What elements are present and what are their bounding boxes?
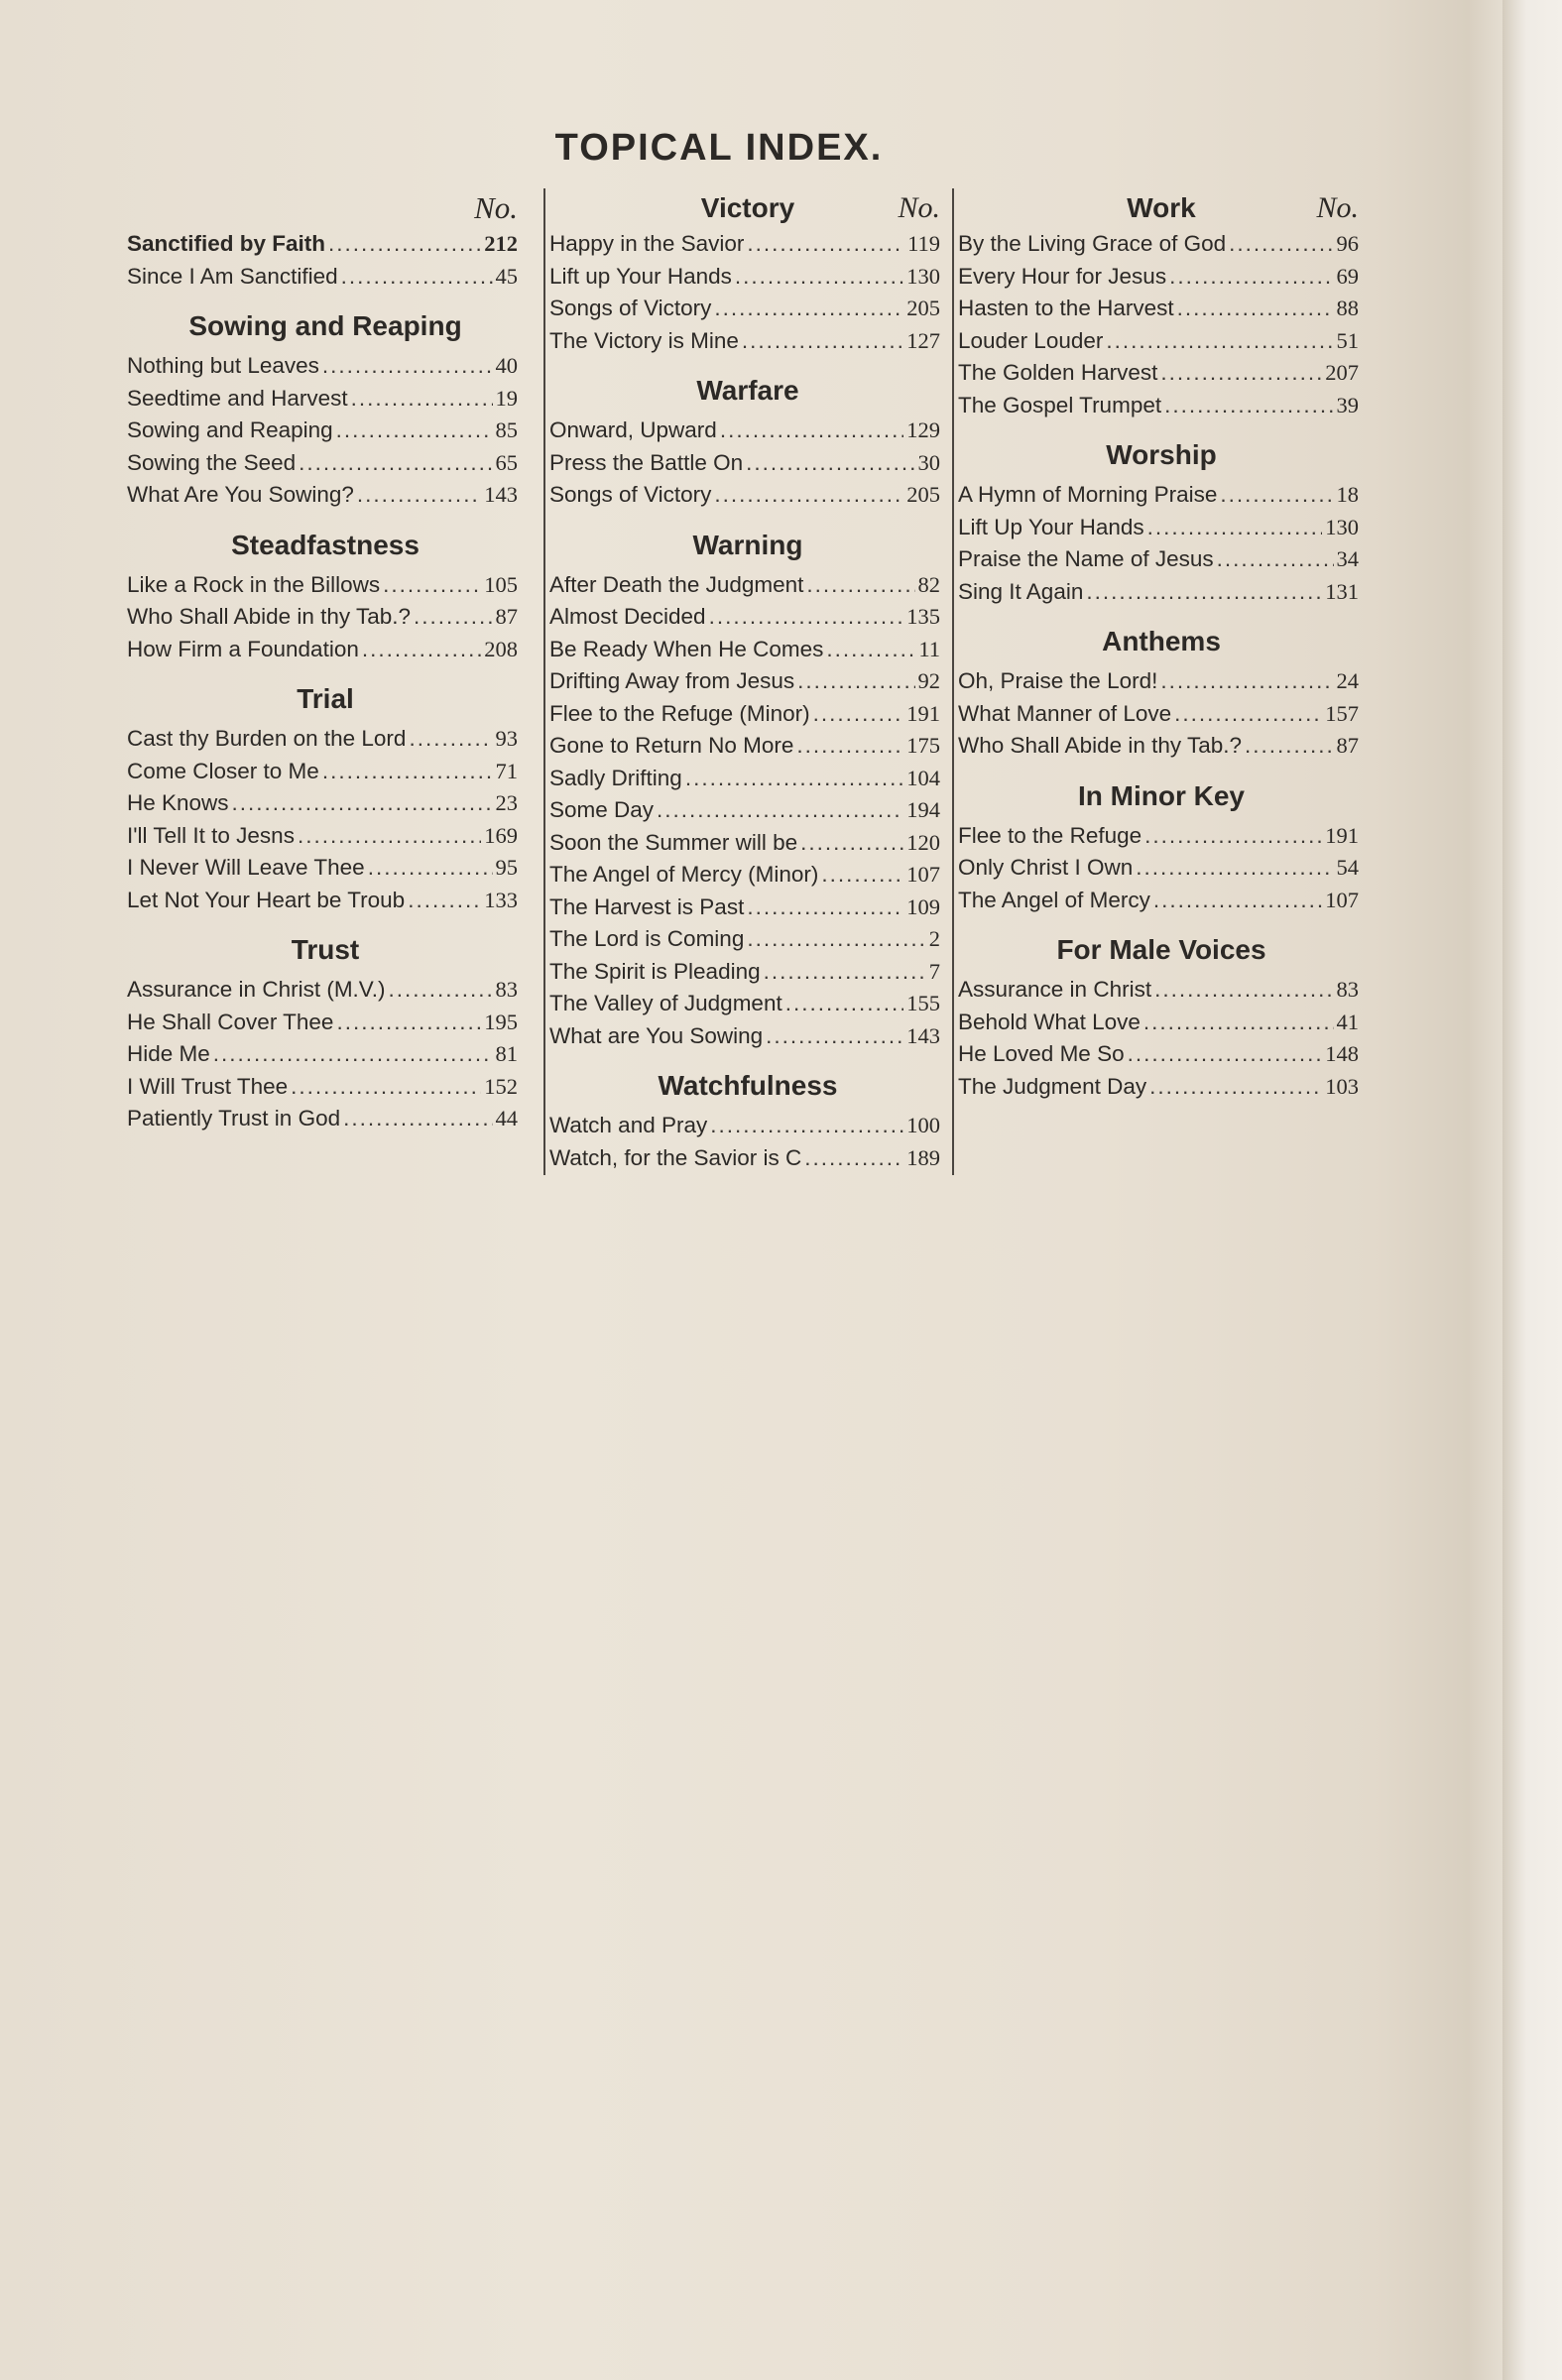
number-column-label: No. xyxy=(1316,191,1359,224)
hymn-number: 81 xyxy=(495,1041,518,1066)
index-entry xyxy=(958,665,1365,698)
hymn-number: 103 xyxy=(1325,1073,1359,1099)
dot-leader xyxy=(341,261,493,294)
index-entry xyxy=(958,228,1365,261)
hymn-number: 131 xyxy=(1325,578,1359,604)
dot-leader xyxy=(409,723,492,756)
dot-leader xyxy=(804,1142,903,1175)
hymn-number: 83 xyxy=(495,977,518,1002)
hymn-number: 191 xyxy=(906,700,940,726)
dot-leader xyxy=(797,665,914,698)
hymn-number: 92 xyxy=(917,668,940,693)
hymn-title: Patiently Trust in God xyxy=(127,1106,341,1130)
index-entry xyxy=(549,665,946,698)
index-entry xyxy=(549,988,946,1020)
index-entry xyxy=(958,1071,1365,1104)
hymn-number: 208 xyxy=(484,636,518,661)
hymn-number: 85 xyxy=(495,417,518,442)
hymn-number: 105 xyxy=(484,571,518,597)
hymn-number: 104 xyxy=(906,765,940,790)
dot-leader xyxy=(1136,852,1333,885)
index-entry xyxy=(549,827,946,860)
hymn-number: 119 xyxy=(907,231,940,256)
index-entry xyxy=(958,820,1365,853)
index-entry xyxy=(958,390,1365,422)
index-entry xyxy=(127,1071,524,1104)
dot-leader xyxy=(328,228,481,261)
hymn-number: 129 xyxy=(906,417,940,442)
hymn-title: Nothing but Leaves xyxy=(127,353,319,378)
index-entry xyxy=(549,1020,946,1053)
dot-leader xyxy=(735,261,903,294)
dot-leader xyxy=(826,634,915,666)
index-entry xyxy=(549,325,946,358)
hymn-title: How Firm a Foundation xyxy=(127,636,359,661)
dot-leader xyxy=(362,634,481,666)
index-entry xyxy=(958,261,1365,294)
hymn-number: 65 xyxy=(495,449,518,475)
index-entry xyxy=(127,569,524,602)
hymn-number: 109 xyxy=(906,893,940,919)
dot-leader xyxy=(657,794,903,827)
dot-leader xyxy=(747,228,904,261)
hymn-title: Praise the Name of Jesus xyxy=(958,546,1214,571)
hymn-title: Behold What Love xyxy=(958,1009,1141,1034)
index-entry xyxy=(127,974,524,1007)
index-entry xyxy=(958,974,1365,1007)
section-heading: Steadfastness xyxy=(231,529,420,560)
hymn-title: Watch, for the Savior is C xyxy=(549,1144,802,1170)
dot-leader xyxy=(1153,885,1322,917)
hymn-number: 152 xyxy=(484,1073,518,1099)
hymn-title: Who Shall Abide in thy Tab.? xyxy=(958,733,1243,758)
section-heading: Trial xyxy=(297,683,354,714)
dot-leader xyxy=(1169,261,1333,294)
hymn-number: 71 xyxy=(495,758,518,783)
page-edge-shadow xyxy=(1502,0,1562,2380)
hymn-number: 148 xyxy=(1325,1041,1359,1066)
hymn-number: 195 xyxy=(484,1009,518,1034)
hymn-number: 41 xyxy=(1336,1009,1359,1034)
section-heading: Watchfulness xyxy=(658,1070,838,1101)
index-column-2 xyxy=(543,188,946,1175)
section-heading: Victory xyxy=(700,192,795,223)
hymn-number: 39 xyxy=(1336,392,1359,417)
dot-leader xyxy=(291,1071,481,1104)
hymn-number: 7 xyxy=(928,958,940,984)
index-entry xyxy=(958,885,1365,917)
index-entry xyxy=(549,447,946,480)
index-entry xyxy=(549,601,946,634)
hymn-title: Sowing and Reaping xyxy=(127,417,333,442)
index-entry xyxy=(958,698,1365,731)
hymn-title: Come Closer to Me xyxy=(127,758,319,783)
dot-leader xyxy=(336,1007,481,1039)
section-heading: Warfare xyxy=(696,375,799,406)
hymn-number: 69 xyxy=(1336,263,1359,289)
section-heading: In Minor Key xyxy=(1077,779,1245,811)
index-entry xyxy=(549,415,946,447)
hymn-title: The Gospel Trumpet xyxy=(958,392,1162,417)
hymn-title: He Shall Cover Thee xyxy=(127,1009,334,1034)
hymn-number: 23 xyxy=(495,790,518,815)
hymn-title: Lift up Your Hands xyxy=(549,263,732,289)
section-heading: Anthems xyxy=(1102,626,1221,656)
column-header-row xyxy=(549,188,946,228)
index-entry xyxy=(549,634,946,666)
index-entry xyxy=(958,1007,1365,1039)
index-column-3 xyxy=(952,188,1365,1175)
dot-leader xyxy=(709,601,904,634)
index-column-1 xyxy=(127,188,524,1180)
dot-leader xyxy=(343,1103,492,1135)
index-entry xyxy=(127,447,524,480)
hymn-number: 2 xyxy=(928,926,940,951)
index-entry xyxy=(127,415,524,447)
hymn-number: 194 xyxy=(906,797,940,822)
hymn-title: Almost Decided xyxy=(549,604,706,629)
section-heading: For Male Voices xyxy=(1056,934,1266,965)
hymn-title: Cast thy Burden on the Lord xyxy=(127,726,407,751)
index-entry xyxy=(127,228,524,261)
section-heading: Trust xyxy=(291,934,360,965)
hymn-number: 87 xyxy=(1336,733,1359,758)
hymn-title: Hide Me xyxy=(127,1041,210,1066)
index-entry xyxy=(549,698,946,731)
dot-leader xyxy=(1144,820,1322,853)
hymn-number: 205 xyxy=(906,296,940,320)
index-entry xyxy=(549,228,946,261)
hymn-number: 88 xyxy=(1336,296,1359,320)
dot-leader xyxy=(357,479,481,512)
index-entry xyxy=(958,1038,1365,1071)
dot-leader xyxy=(1177,293,1334,325)
hymn-number: 82 xyxy=(917,571,940,597)
index-entry xyxy=(958,357,1365,390)
hymn-number: 189 xyxy=(906,1144,940,1170)
hymn-title: The Judgment Day xyxy=(958,1073,1147,1099)
dot-leader xyxy=(714,479,903,512)
dot-leader xyxy=(685,763,903,795)
section-heading: Work xyxy=(1127,192,1196,223)
hymn-number: 87 xyxy=(495,604,518,629)
hymn-number: 191 xyxy=(1325,822,1359,848)
hymn-number: 157 xyxy=(1325,700,1359,726)
dot-leader xyxy=(322,350,493,383)
hymn-number: 169 xyxy=(484,822,518,848)
hymn-number: 95 xyxy=(495,855,518,880)
hymn-title: By the Living Grace of God xyxy=(958,231,1227,256)
hymn-title: I'll Tell It to Jesns xyxy=(127,822,295,848)
index-entry xyxy=(958,293,1365,325)
hymn-number: 51 xyxy=(1336,327,1359,353)
hymn-number: 212 xyxy=(484,231,518,256)
hymn-title: Every Hour for Jesus xyxy=(958,263,1167,289)
hymn-title: What are You Sowing xyxy=(549,1022,764,1048)
dot-leader xyxy=(1106,325,1333,358)
hymn-title: He Knows xyxy=(127,790,229,815)
dot-leader xyxy=(800,827,903,860)
hymn-title: The Valley of Judgment xyxy=(549,991,782,1015)
index-entry xyxy=(958,512,1365,544)
dot-leader xyxy=(746,447,914,480)
index-entry xyxy=(127,1103,524,1135)
dot-leader xyxy=(785,988,904,1020)
index-entry xyxy=(958,730,1365,763)
hymn-title: The Golden Harvest xyxy=(958,360,1158,385)
dot-leader xyxy=(813,698,904,731)
dot-leader xyxy=(1154,974,1333,1007)
dot-leader xyxy=(1160,665,1333,698)
dot-leader xyxy=(298,820,481,853)
hymn-title: Flee to the Refuge (Minor) xyxy=(549,700,810,726)
hymn-number: 19 xyxy=(495,385,518,411)
dot-leader xyxy=(747,892,903,924)
dot-leader xyxy=(383,569,481,602)
hymn-title: Onward, Upward xyxy=(549,417,717,442)
dot-leader xyxy=(1220,479,1333,512)
index-entry xyxy=(549,293,946,325)
dot-leader xyxy=(1086,576,1322,609)
dot-leader xyxy=(1147,512,1323,544)
hymn-number: 40 xyxy=(495,353,518,378)
column-header-row xyxy=(958,188,1365,228)
hymn-number: 107 xyxy=(906,862,940,887)
index-entry xyxy=(549,956,946,989)
index-entry xyxy=(127,1038,524,1071)
dot-leader xyxy=(1174,698,1322,731)
index-entry xyxy=(127,787,524,820)
dot-leader xyxy=(806,569,914,602)
hymn-title: Be Ready When He Comes xyxy=(549,636,824,661)
index-entry xyxy=(127,383,524,416)
index-entry xyxy=(549,923,946,956)
dot-leader xyxy=(1164,390,1333,422)
hymn-number: 130 xyxy=(1325,514,1359,539)
index-entry xyxy=(549,892,946,924)
index-entry xyxy=(127,852,524,885)
dot-leader xyxy=(1143,1007,1334,1039)
hymn-title: The Angel of Mercy xyxy=(958,887,1150,912)
hymn-title: The Lord is Coming xyxy=(549,926,745,951)
dot-leader xyxy=(408,885,481,917)
dot-leader xyxy=(351,383,493,416)
index-entry xyxy=(127,479,524,512)
hymn-title: Sing It Again xyxy=(958,578,1084,604)
dot-leader xyxy=(766,1020,903,1053)
dot-leader xyxy=(414,601,492,634)
index-entry xyxy=(958,543,1365,576)
hymn-number: 83 xyxy=(1336,977,1359,1002)
hymn-title: He Loved Me So xyxy=(958,1041,1125,1066)
dot-leader xyxy=(796,730,903,763)
index-entry xyxy=(549,794,946,827)
index-entry xyxy=(549,569,946,602)
index-entry xyxy=(549,261,946,294)
hymn-number: 30 xyxy=(917,449,940,475)
index-entry xyxy=(958,852,1365,885)
hymn-number: 107 xyxy=(1325,887,1359,912)
index-entry xyxy=(549,1110,946,1142)
section-heading: Warning xyxy=(692,529,803,560)
hymn-title: The Victory is Mine xyxy=(549,327,739,353)
hymn-title: Seedtime and Harvest xyxy=(127,385,348,411)
hymn-number: 133 xyxy=(484,887,518,912)
hymn-title: Only Christ I Own xyxy=(958,855,1134,880)
index-entry xyxy=(549,1142,946,1175)
dot-leader xyxy=(1245,730,1333,763)
hymn-title: Soon the Summer will be xyxy=(549,829,798,855)
hymn-number: 24 xyxy=(1336,668,1359,693)
hymn-title: Louder Louder xyxy=(958,327,1104,353)
hymn-number: 143 xyxy=(906,1022,940,1048)
dot-leader xyxy=(720,415,903,447)
hymn-number: 155 xyxy=(906,991,940,1015)
section-heading: Sowing and Reaping xyxy=(188,310,462,341)
hymn-number: 100 xyxy=(906,1113,940,1137)
dot-leader xyxy=(821,859,903,892)
hymn-title: Press the Battle On xyxy=(549,449,744,475)
index-entry xyxy=(549,479,946,512)
hymn-title: Like a Rock in the Billows xyxy=(127,571,381,597)
dot-leader xyxy=(368,852,493,885)
dot-leader xyxy=(742,325,903,358)
hymn-title: Who Shall Abide in thy Tab.? xyxy=(127,604,412,629)
hymn-title: I Never Will Leave Thee xyxy=(127,855,365,880)
hymn-title: What Are You Sowing? xyxy=(127,482,354,507)
hymn-title: Some Day xyxy=(549,797,655,822)
dot-leader xyxy=(336,415,493,447)
dot-leader xyxy=(389,974,493,1007)
hymn-title: Sowing the Seed xyxy=(127,449,297,475)
dot-leader xyxy=(710,1110,903,1142)
hymn-title: Lift Up Your Hands xyxy=(958,514,1144,539)
hymn-number: 45 xyxy=(495,263,518,289)
index-entry xyxy=(127,634,524,666)
hymn-number: 44 xyxy=(495,1106,518,1130)
hymn-title: Sadly Drifting xyxy=(549,765,682,790)
hymn-number: 207 xyxy=(1325,360,1359,385)
hymn-number: 18 xyxy=(1336,482,1359,507)
dot-leader xyxy=(1128,1038,1323,1071)
dot-leader xyxy=(747,923,925,956)
hymn-title: Assurance in Christ (M.V.) xyxy=(127,977,386,1002)
hymn-title: Since I Am Sanctified xyxy=(127,263,338,289)
hymn-number: 96 xyxy=(1336,231,1359,256)
dot-leader xyxy=(764,956,926,989)
hymn-title: Songs of Victory xyxy=(549,296,712,320)
index-entry xyxy=(549,763,946,795)
dot-leader xyxy=(1229,228,1333,261)
hymn-title: Sanctified by Faith xyxy=(127,231,326,256)
hymn-title: The Angel of Mercy (Minor) xyxy=(549,862,819,887)
hymn-title: Gone to Return No More xyxy=(549,733,794,758)
section-heading: Worship xyxy=(1106,439,1217,470)
hymn-title: Watch and Pray xyxy=(549,1113,708,1137)
index-entry xyxy=(127,820,524,853)
hymn-title: I Will Trust Thee xyxy=(127,1073,289,1099)
hymn-number: 130 xyxy=(906,263,940,289)
hymn-number: 175 xyxy=(906,733,940,758)
hymn-number: 135 xyxy=(906,604,940,629)
dot-leader xyxy=(299,447,492,480)
dot-leader xyxy=(232,787,493,820)
hymn-number: 34 xyxy=(1336,546,1359,571)
index-entry xyxy=(127,723,524,756)
hymn-title: Songs of Victory xyxy=(549,482,712,507)
hymn-title: Hasten to the Harvest xyxy=(958,296,1174,320)
hymn-title: Flee to the Refuge xyxy=(958,822,1142,848)
index-entry xyxy=(549,859,946,892)
index-entry xyxy=(958,325,1365,358)
dot-leader xyxy=(1160,357,1322,390)
hymn-number: 93 xyxy=(495,726,518,751)
hymn-title: Assurance in Christ xyxy=(958,977,1152,1002)
hymn-title: After Death the Judgment xyxy=(549,571,804,597)
index-entry xyxy=(127,1007,524,1039)
index-entry xyxy=(127,885,524,917)
hymn-title: The Spirit is Pleading xyxy=(549,958,761,984)
hymn-title: Drifting Away from Jesus xyxy=(549,668,795,693)
hymn-title: A Hymn of Morning Praise xyxy=(958,482,1218,507)
index-entry xyxy=(127,756,524,788)
hymn-title: Let Not Your Heart be Troub xyxy=(127,887,406,912)
hymn-number: 143 xyxy=(484,482,518,507)
dot-leader xyxy=(1217,543,1334,576)
dot-leader xyxy=(322,756,493,788)
index-entry xyxy=(549,730,946,763)
hymn-number: 127 xyxy=(906,327,940,353)
index-entry xyxy=(958,479,1365,512)
hymn-number: 11 xyxy=(918,636,940,661)
hymn-title: What Manner of Love xyxy=(958,700,1172,726)
index-entry xyxy=(127,261,524,294)
hymn-number: 205 xyxy=(906,482,940,507)
dot-leader xyxy=(213,1038,493,1071)
hymn-title: Happy in the Savior xyxy=(549,231,745,256)
page-title: TOPICAL INDEX. xyxy=(554,127,884,169)
hymn-number: 120 xyxy=(906,829,940,855)
number-column-label: No. xyxy=(474,190,518,225)
dot-leader xyxy=(714,293,903,325)
index-entry xyxy=(127,350,524,383)
number-column-label: No. xyxy=(898,191,940,224)
hymn-title: The Harvest is Past xyxy=(549,893,745,919)
hymn-title: Oh, Praise the Lord! xyxy=(958,668,1158,693)
index-entry xyxy=(127,601,524,634)
index-entry xyxy=(958,576,1365,609)
hymn-number: 54 xyxy=(1336,855,1359,880)
dot-leader xyxy=(1149,1071,1322,1104)
